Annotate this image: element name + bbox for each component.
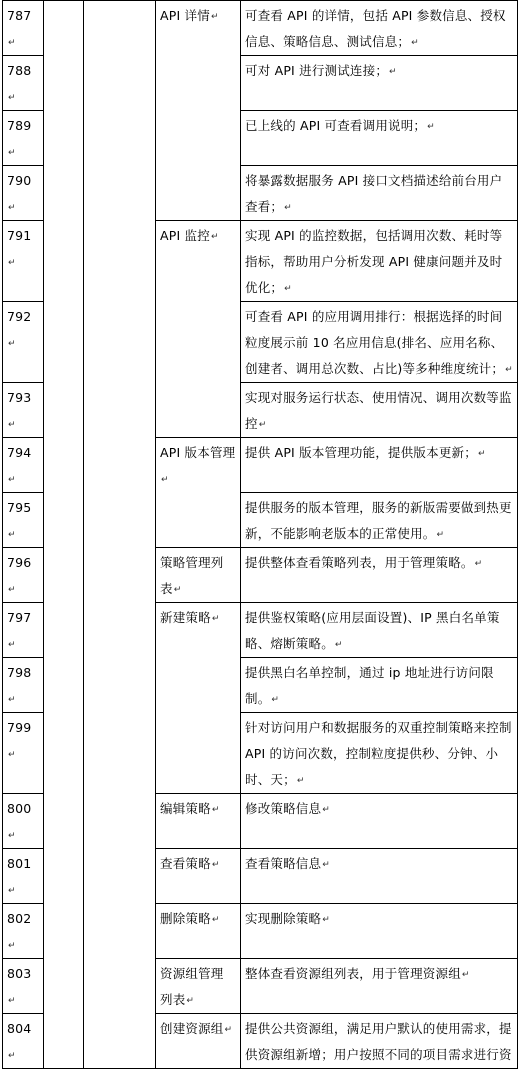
paragraph-mark: ↵ [477,448,486,459]
description-cell [241,603,518,658]
paragraph-mark: ↵ [271,694,280,705]
description-text: 提供公共资源组，满足用户默认的使用需求，提供资源组新增；用户按照不同的项目需求进行资 [245,1021,512,1062]
row-number [3,904,44,959]
paragraph-mark: ↵ [322,804,330,815]
paragraph-mark: ↵ [8,940,16,951]
description-cell [241,713,518,794]
table-row [3,1,518,56]
row-number-text: 792 [7,309,32,324]
row-number-text: 797 [7,610,32,625]
description-text: 可对 API 进行测试连接； [245,63,389,78]
paragraph-mark: ↵ [8,995,16,1006]
module-name-cell [156,548,241,603]
description-cell [241,166,518,221]
paragraph-mark: ↵ [8,885,16,896]
row-number [3,1014,44,1069]
module-name-cell [156,1,241,221]
row-number [3,302,44,383]
row-number [3,493,44,548]
row-number [3,111,44,166]
paragraph-mark: ↵ [186,995,195,1006]
module-name-cell [156,603,241,794]
paragraph-mark: ↵ [474,558,483,569]
description-cell [241,959,518,1014]
paragraph-mark: ↵ [389,66,397,77]
module-name: 查看策略 [160,856,211,871]
description-text: 实现 API 的监控数据，包括调用次数、耗时等指标，帮助用户分析发现 API 健康问题并及时优化； [245,228,503,295]
description-cell [241,794,518,849]
description-text: 将暴露数据服务 API 接口文档描述给前台用户查看； [245,173,503,214]
description-cell [241,1,518,56]
paragraph-mark: ↵ [211,804,220,815]
paragraph-mark: ↵ [461,969,470,980]
paragraph-mark: ↵ [224,1024,233,1035]
paragraph-mark: ↵ [8,639,16,650]
paragraph-mark: ↵ [8,474,16,485]
module-name-cell [156,438,241,548]
description-cell [241,904,518,959]
module-name: 资源组管理列表 [160,966,224,1007]
paragraph-mark: ↵ [411,37,419,48]
description-cell [241,383,518,438]
description-cell [241,221,518,302]
row-number [3,383,44,438]
description-text: 整体查看资源组列表，用于管理资源组 [245,966,461,981]
row-number-text: 787 [7,8,32,23]
paragraph-mark: ↵ [8,92,16,103]
module-name-cell [156,959,241,1014]
row-number-text: 789 [7,118,32,133]
description-text: 提供服务的版本管理，服务的新版需要做到热更新，不能影响老版本的正常使用。 [245,500,512,541]
requirements-table-page [2,0,517,1062]
paragraph-mark: ↵ [211,914,220,925]
paragraph-mark: ↵ [322,914,330,925]
paragraph-mark: ↵ [505,364,513,375]
row-number [3,658,44,713]
paragraph-mark: ↵ [322,859,330,870]
paragraph-mark: ↵ [8,147,16,158]
row-number-text: 799 [7,720,32,735]
row-number-text: 791 [7,228,32,243]
description-text: 查看策略信息 [245,856,322,871]
module-name-cell [156,849,241,904]
paragraph-mark: ↵ [284,283,292,294]
paragraph-mark: ↵ [8,202,16,213]
row-number [3,713,44,794]
module-name-cell [156,1014,241,1069]
row-number-text: 793 [7,390,32,405]
row-number-text: 804 [7,1021,32,1036]
description-text: 提供黑白名单控制，通过 ip 地址进行访问限制。 [245,665,494,706]
paragraph-mark: ↵ [8,584,16,595]
row-number [3,221,44,302]
paragraph-mark: ↵ [8,419,16,430]
paragraph-mark: ↵ [258,419,267,430]
row-number-text: 790 [7,173,32,188]
paragraph-mark: ↵ [284,202,292,213]
row-number [3,959,44,1014]
row-number [3,849,44,904]
paragraph-mark: ↵ [210,11,219,22]
description-text: 提供 API 版本管理功能，提供版本更新； [245,445,477,460]
description-text: 针对访问用户和数据服务的双重控制策略来控制 API 的访问次数，控制粒度提供秒、分钟、小时、天； [245,720,512,787]
description-text: 修改策略信息 [245,801,322,816]
row-number-text: 798 [7,665,32,680]
description-text: 提供整体查看策略列表，用于管理策略。 [245,555,474,570]
row-number-text: 796 [7,555,32,570]
module-name: 编辑策略 [160,801,211,816]
paragraph-mark: ↵ [173,584,182,595]
description-text: 实现对服务运行状态、使用情况、调用次数等监控 [245,390,512,431]
row-number-text: 800 [7,801,32,816]
module-name: 删除策略 [160,911,211,926]
row-number-text: 802 [7,911,32,926]
row-number [3,548,44,603]
row-number-text: 803 [7,966,32,981]
row-number [3,438,44,493]
requirements-table-body [3,1,518,1069]
description-text: 实现删除策略 [245,911,322,926]
description-text: 可查看 API 的应用调用排行：根据选择的时间粒度展示前 10 名应用信息(排名、应用名称、创建者、调用总次数、占比)等多种维度统计； [245,309,505,376]
row-number-text: 794 [7,445,32,460]
module-name-cell [156,904,241,959]
paragraph-mark: ↵ [8,529,16,540]
description-cell [241,302,518,383]
description-cell [241,56,518,111]
paragraph-mark: ↵ [211,613,220,624]
row-number-text: 801 [7,856,32,871]
row-number-text: 788 [7,63,32,78]
paragraph-mark: ↵ [8,694,16,705]
description-cell [241,493,518,548]
description-text: 已上线的 API 可查看调用说明； [245,118,427,133]
paragraph-mark: ↵ [161,474,169,485]
paragraph-mark: ↵ [8,830,16,841]
row-number [3,794,44,849]
category-cell-empty [44,1,84,1069]
paragraph-mark: ↵ [8,37,16,48]
module-name-cell [156,221,241,438]
paragraph-mark: ↵ [8,338,16,349]
paragraph-mark: ↵ [8,1050,16,1061]
subcategory-cell-empty [84,1,156,1069]
module-name: 新建策略 [160,610,211,625]
row-number [3,166,44,221]
paragraph-mark: ↵ [8,257,16,268]
module-name-cell [156,794,241,849]
paragraph-mark: ↵ [211,859,220,870]
row-number [3,56,44,111]
requirements-table [2,0,518,1069]
paragraph-mark: ↵ [8,749,16,760]
description-cell [241,658,518,713]
description-text: 可查看 API 的详情，包括 API 参数信息、授权信息、策略信息、测试信息； [245,8,506,49]
module-name: API 详情 [160,8,210,23]
description-text: 提供鉴权策略(应用层面设置)、IP 黑白名单策略、熔断策略。 [245,610,500,651]
module-name: API 版本管理 [160,445,236,460]
row-number [3,603,44,658]
paragraph-mark: ↵ [296,775,305,786]
paragraph-mark: ↵ [436,529,445,540]
description-cell [241,111,518,166]
row-number-text: 795 [7,500,32,515]
description-cell [241,1014,518,1069]
module-name: 策略管理列表 [160,555,224,596]
paragraph-mark: ↵ [210,231,219,242]
module-name: API 监控 [160,228,210,243]
row-number [3,1,44,56]
paragraph-mark: ↵ [334,639,343,650]
module-name: 创建资源组 [160,1021,224,1036]
description-cell [241,849,518,904]
paragraph-mark: ↵ [427,121,435,132]
description-cell [241,438,518,493]
description-cell [241,548,518,603]
